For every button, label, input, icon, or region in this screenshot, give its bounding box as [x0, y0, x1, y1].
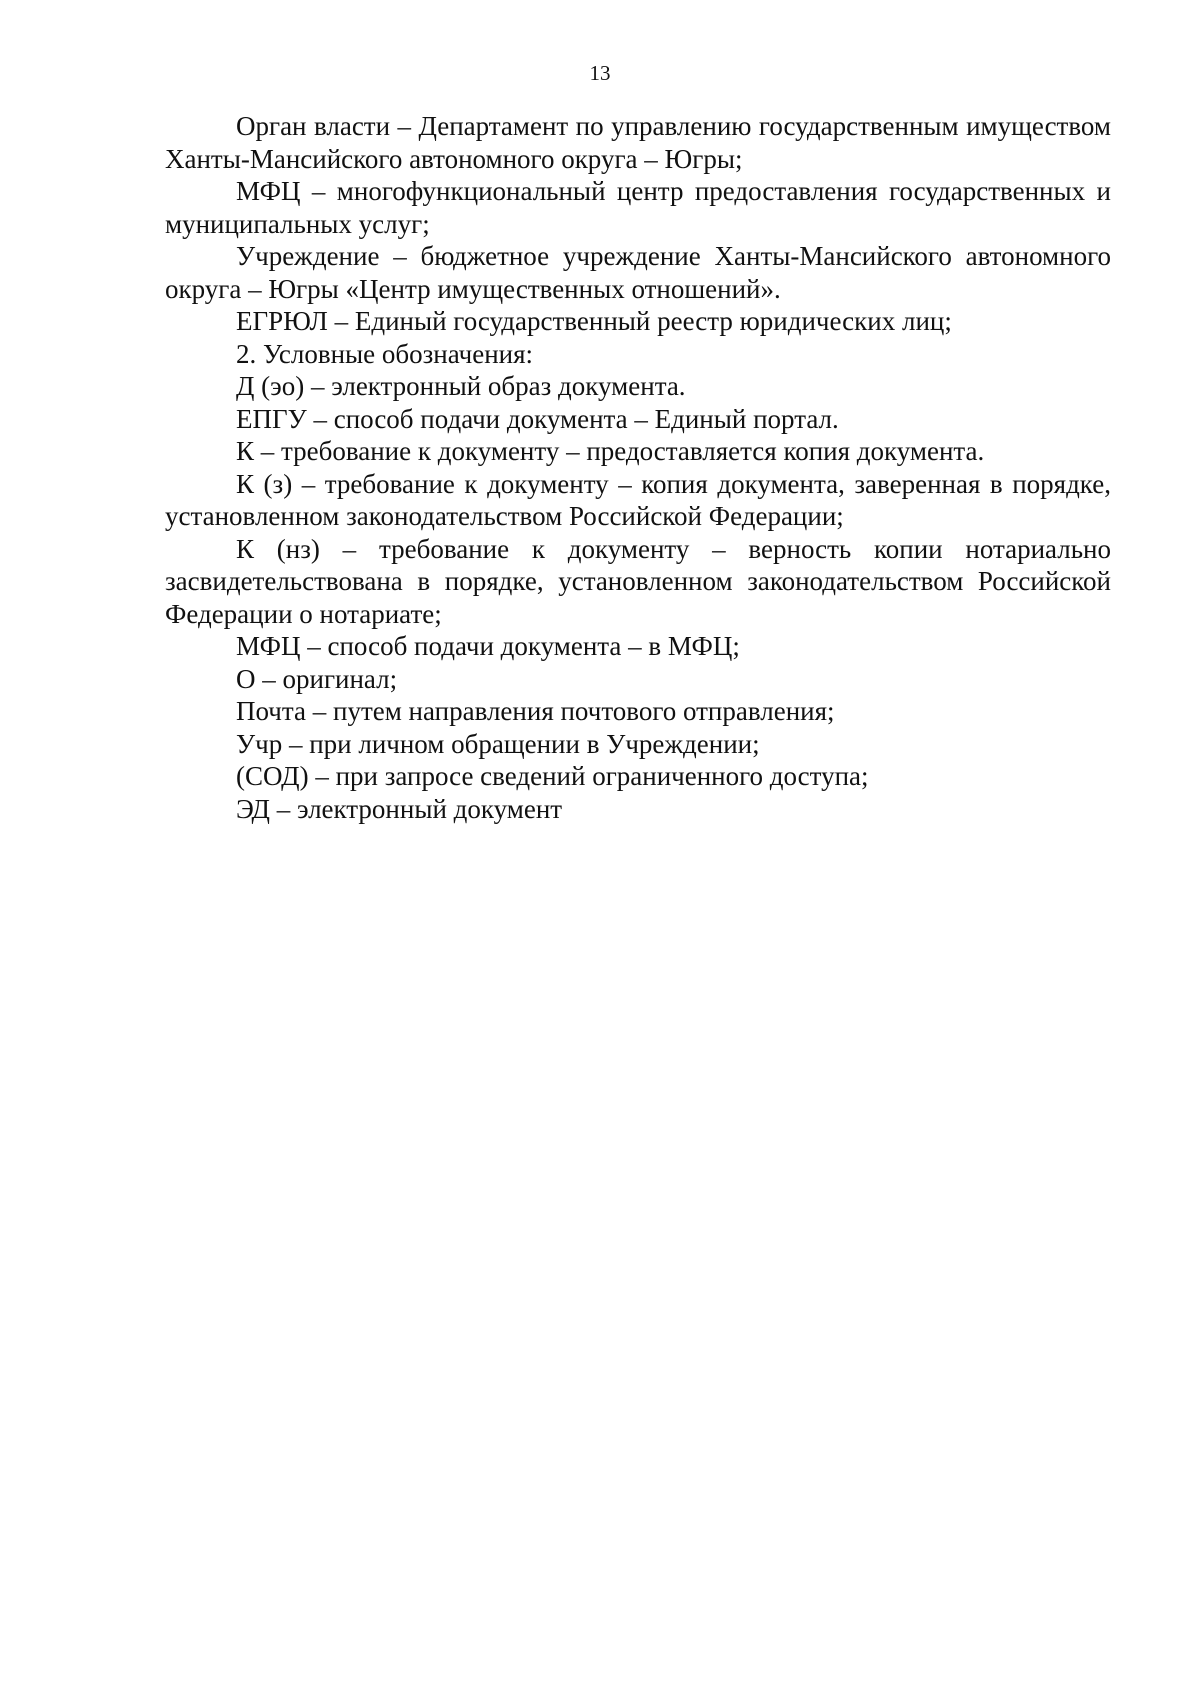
symbol-k-nz: К (нз) – требование к документу – верность копии нотариально засвидетельствована в порядке, установленном законодательством Российской Федерации о нотариате;: [165, 533, 1111, 629]
symbol-pochta: Почта – путем направления почтового отправления;: [236, 696, 835, 726]
symbol-epgu: ЕПГУ – способ подачи документа – Единый портал.: [236, 403, 839, 434]
section-heading-symbols: 2. Условные обозначения:: [236, 338, 534, 369]
symbol-k-z: К (з) – требование к документу – копия документа, заверенная в порядке, установленном законодательством Российской Федерации;: [165, 468, 1111, 531]
symbol-k: К – требование к документу – предоставляется копия документа.: [236, 436, 985, 466]
symbol-o: О – оригинал;: [236, 663, 398, 694]
page-number: 13: [589, 61, 611, 85]
definition-egryul: ЕГРЮЛ – Единый государственный реестр юридических лиц;: [236, 306, 952, 336]
symbol-mfc: МФЦ – способ подачи документа – в МФЦ;: [236, 631, 740, 661]
symbol-sod: (СОД) – при запросе сведений ограниченного доступа;: [236, 761, 869, 791]
definition-uchrezhdenie: Учреждение – бюджетное учреждение Ханты-Мансийского автономного округа – Югры «Центр имущественных отношений».: [165, 241, 1111, 304]
symbol-uchr: Учр – при личном обращении в Учреждении;: [236, 728, 760, 759]
definition-mfc: МФЦ – многофункциональный центр предоставления государственных и муниципальных услуг;: [165, 176, 1111, 239]
definition-organ-vlasti: Орган власти – Департамент по управлению государственным имуществом Ханты-Мансийского автономного округа – Югры;: [165, 111, 1111, 174]
symbol-ed: ЭД – электронный документ: [236, 793, 563, 824]
symbol-d-eo: Д (эо) – электронный образ документа.: [236, 371, 686, 401]
document-body: [165, 110, 1111, 825]
